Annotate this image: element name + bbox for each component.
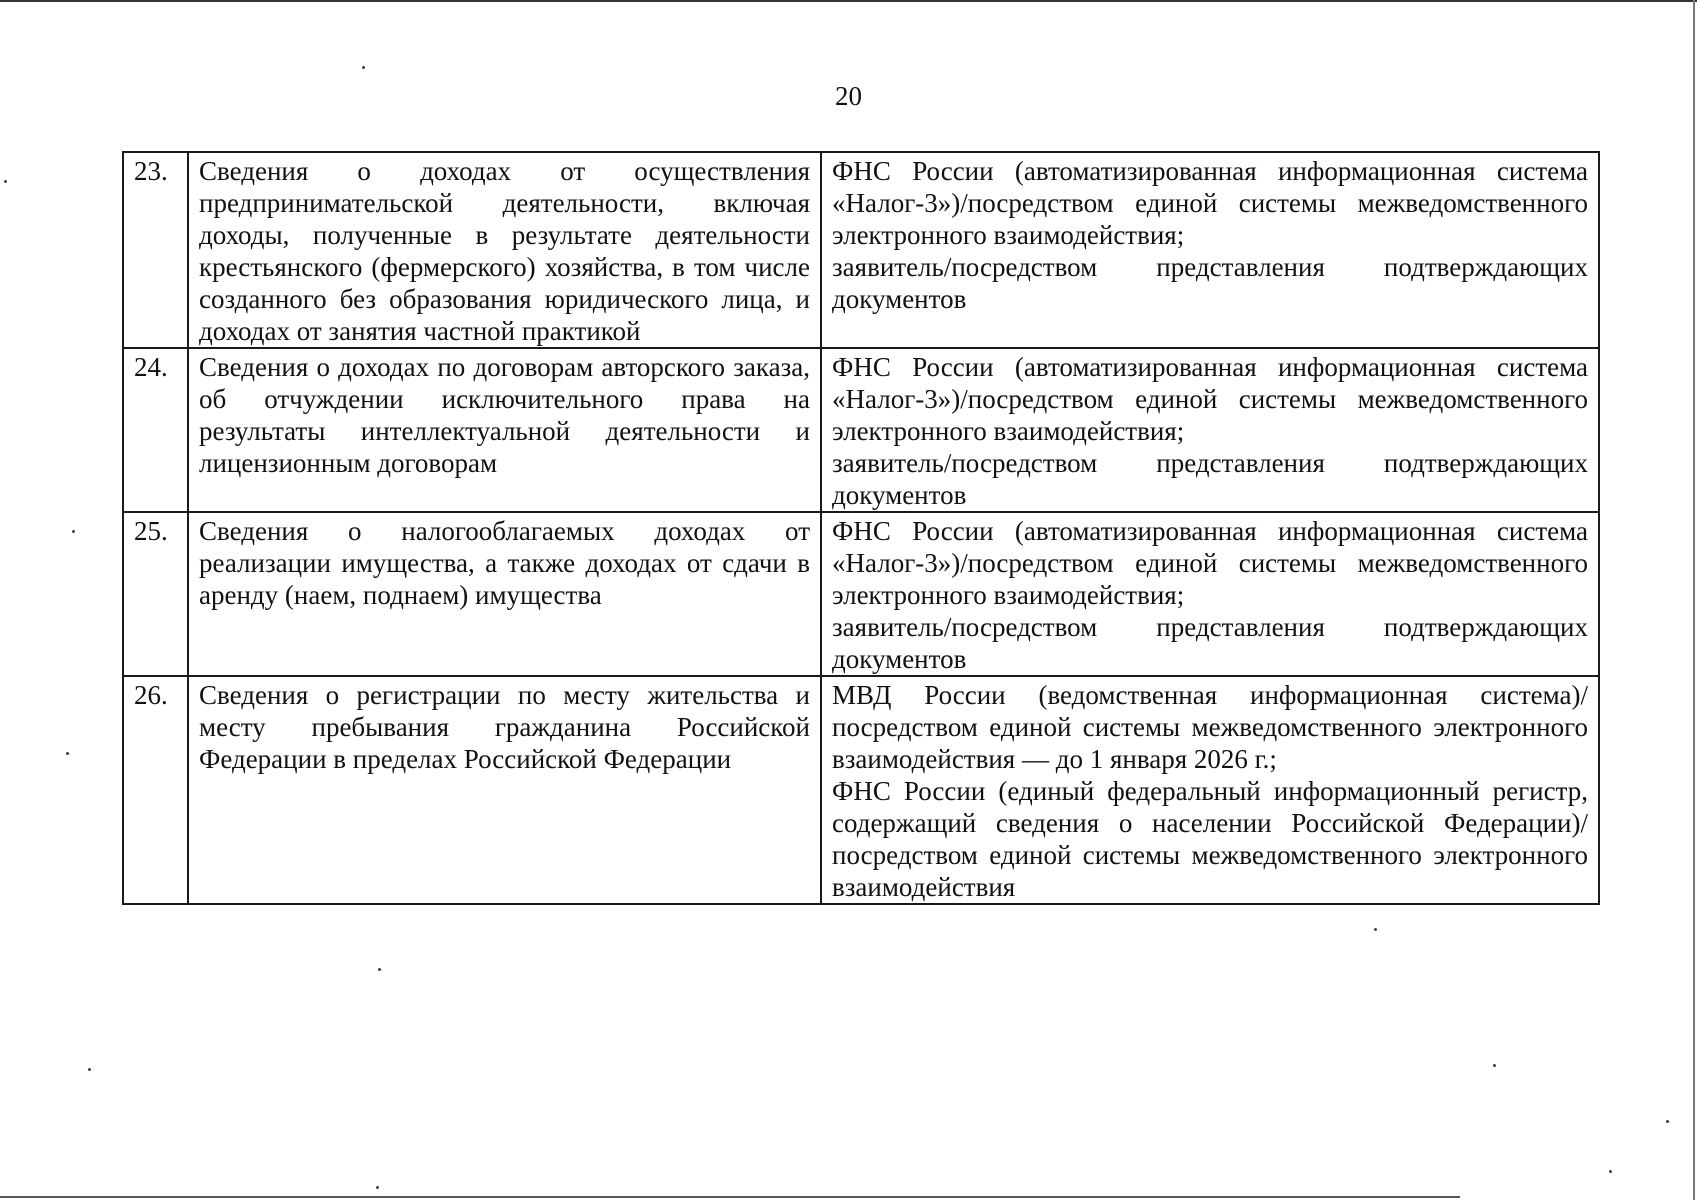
scan-speck	[362, 66, 365, 69]
scan-speck	[1374, 928, 1377, 931]
source-secondary: заявитель/посредством представления подтверждающих документов	[832, 448, 1588, 510]
source-secondary: заявитель/посредством представления подтверждающих документов	[832, 252, 1588, 314]
scan-speck	[88, 1068, 91, 1071]
table-row	[123, 676, 1599, 904]
row-description: Сведения о доходах по договорам авторского заказа, об отчуждении исключительного права на результаты интеллектуальной деятельности и лицензионным договорам	[188, 348, 821, 512]
page-number: 20	[835, 81, 862, 111]
table-row	[123, 152, 1599, 348]
scan-speck	[1666, 1120, 1669, 1123]
data-sources-table	[122, 151, 1600, 905]
row-source	[821, 676, 1599, 904]
scan-speck	[4, 180, 7, 183]
scan-edge-right	[1693, 0, 1695, 1200]
scan-speck	[378, 968, 381, 971]
row-description: Сведения о регистрации по месту жительства и месту пребывания гражданина Российской Федерации в пределах Российской Федерации	[188, 676, 821, 904]
scan-speck	[1609, 1170, 1612, 1173]
source-secondary: ФНС России (единый федеральный информационный регистр, содержащий сведения о населении Российской Федерации)/посредством единой системы межведомственного электронного взаимодействия	[832, 776, 1588, 902]
scan-speck	[66, 752, 69, 755]
source-primary: ФНС России (автоматизированная информационная система «Налог-3»)/посредством единой системы межведомственного электронного взаимодействия;	[832, 352, 1588, 446]
row-description: Сведения о налогооблагаемых доходах от реализации имущества, а также доходах от сдачи в аренду (наем, поднаем) имущества	[188, 512, 821, 676]
table-row	[123, 348, 1599, 512]
row-number: 23.	[123, 152, 188, 348]
source-primary: МВД России (ведомственная информационная система)/посредством единой системы межведомственного электронного взаимодействия — до 1 января 2026 г.;	[832, 680, 1588, 774]
scan-edge-bottom	[0, 1196, 1460, 1198]
scan-speck	[1493, 1064, 1496, 1067]
row-number: 25.	[123, 512, 188, 676]
source-primary: ФНС России (автоматизированная информационная система «Налог-3»)/посредством единой системы межведомственного электронного взаимодействия;	[832, 516, 1588, 610]
row-source	[821, 152, 1599, 348]
source-primary: ФНС России (автоматизированная информационная система «Налог-3»)/посредством единой системы межведомственного электронного взаимодействия;	[832, 156, 1588, 250]
scan-speck	[376, 1186, 379, 1189]
row-number: 24.	[123, 348, 188, 512]
row-description: Сведения о доходах от осуществления предпринимательской деятельности, включая доходы, полученные в результате деятельности крестьянского (фермерского) хозяйства, в том числе созданного без образования юридического лица, и доходах от занятия частной практикой	[188, 152, 821, 348]
row-source	[821, 512, 1599, 676]
source-secondary: заявитель/посредством представления подтверждающих документов	[832, 612, 1588, 674]
row-number: 26.	[123, 676, 188, 904]
scan-speck	[72, 530, 75, 533]
table-row	[123, 512, 1599, 676]
scan-edge-top	[0, 0, 1697, 2]
row-source	[821, 348, 1599, 512]
